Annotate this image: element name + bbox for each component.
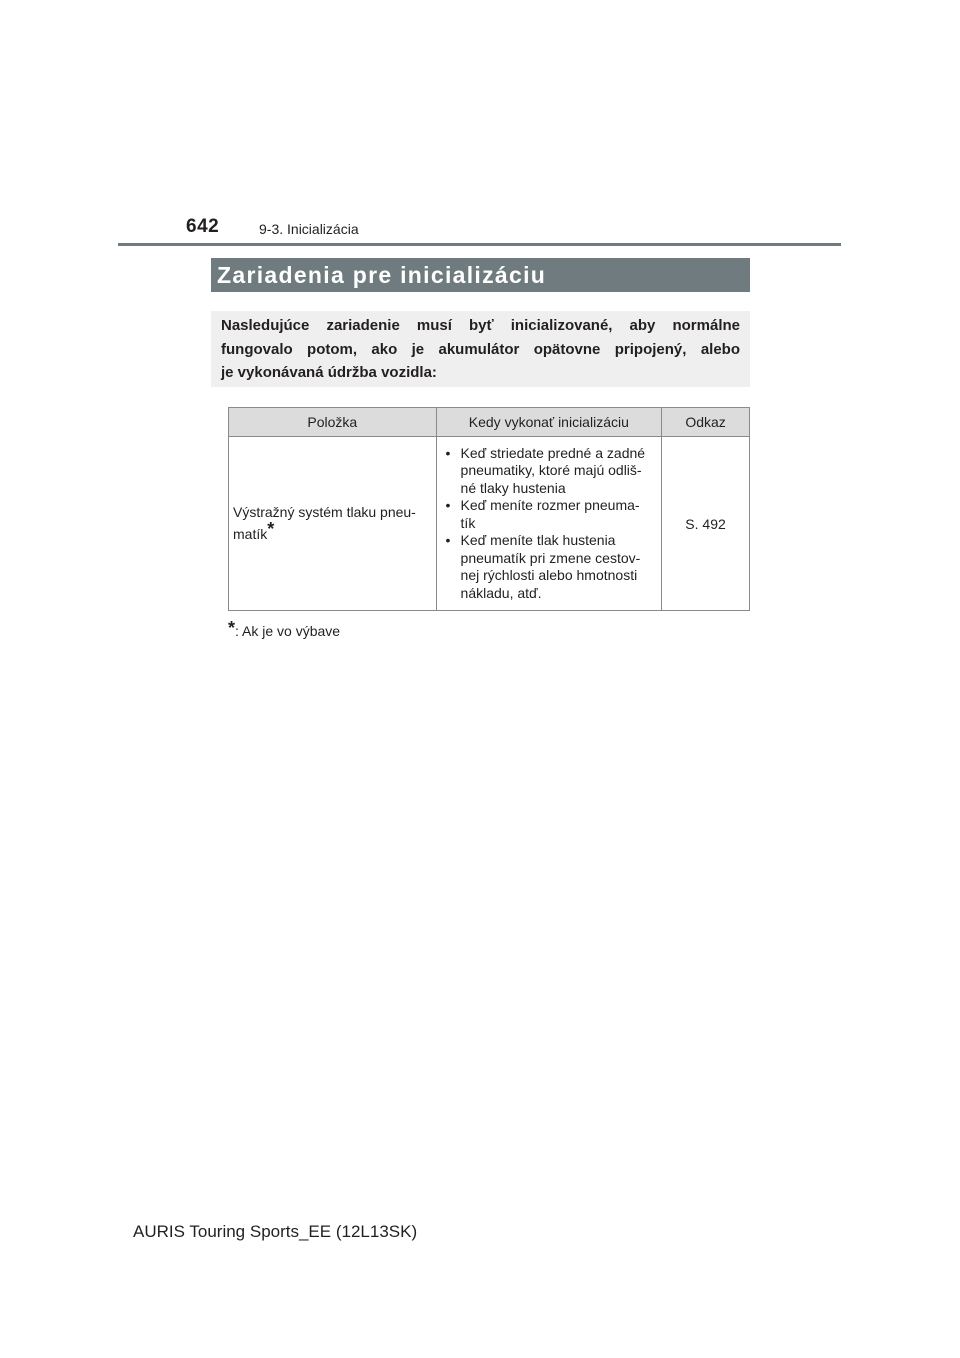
list-item	[443, 445, 658, 498]
item-text-line: matík	[233, 526, 268, 542]
footnote	[228, 618, 340, 639]
column-header-item: Položka	[229, 408, 437, 437]
bullet: •	[445, 497, 451, 514]
section-title: Zariadenia pre inicializáciu	[217, 262, 547, 288]
table-header-row	[229, 408, 750, 437]
table-row	[229, 437, 750, 611]
when-list	[443, 445, 658, 603]
list-item-line: Keď meníte rozmer pneuma-	[460, 497, 640, 514]
reference-cell: S. 492	[662, 437, 750, 611]
section-title-bar	[211, 258, 750, 292]
list-item	[443, 532, 658, 602]
column-header-reference: Odkaz	[662, 408, 750, 437]
initialization-table	[228, 407, 750, 611]
footnote-marker: *	[267, 519, 275, 539]
footnote-marker: *	[228, 618, 236, 638]
footnote-text: : Ak je vo výbave	[235, 623, 341, 639]
item-cell	[229, 437, 437, 611]
list-item	[443, 497, 658, 532]
list-item-line: pneumatiky, ktoré majú odliš-	[460, 462, 642, 479]
header-divider	[118, 243, 841, 246]
intro-line: je vykonávaná údržba vozidla:	[221, 364, 437, 381]
item-text-line: Výstražný systém tlaku pneu-	[233, 504, 416, 520]
list-item-line: né tlaky hustenia	[460, 479, 566, 496]
list-item-line: nej rýchlosti alebo hmotnosti	[460, 567, 638, 584]
when-cell	[436, 437, 662, 611]
list-item-line: nákladu, atď.	[460, 584, 542, 601]
footer-model-code: AURIS Touring Sports_EE (12L13SK)	[133, 1222, 418, 1241]
bullet: •	[445, 532, 451, 549]
column-header-when: Kedy vykonať inicializáciu	[436, 408, 662, 437]
intro-line: fungovalo potom, ako je akumulátor opätovne pripojený, alebo	[221, 340, 740, 358]
list-item-line: tík	[460, 514, 476, 531]
section-reference: 9-3. Inicializácia	[259, 221, 359, 237]
list-item-line: pneumatík pri zmene cestov-	[460, 549, 641, 566]
bullet: •	[445, 444, 451, 461]
page-number: 642	[186, 216, 220, 237]
intro-line: Nasledujúce zariadenie musí byť inicializované, aby normálne	[221, 317, 740, 334]
list-item-line: Keď meníte tlak hustenia	[460, 532, 616, 549]
intro-box	[211, 311, 750, 387]
list-item-line: Keď striedate predné a zadné	[460, 444, 646, 461]
